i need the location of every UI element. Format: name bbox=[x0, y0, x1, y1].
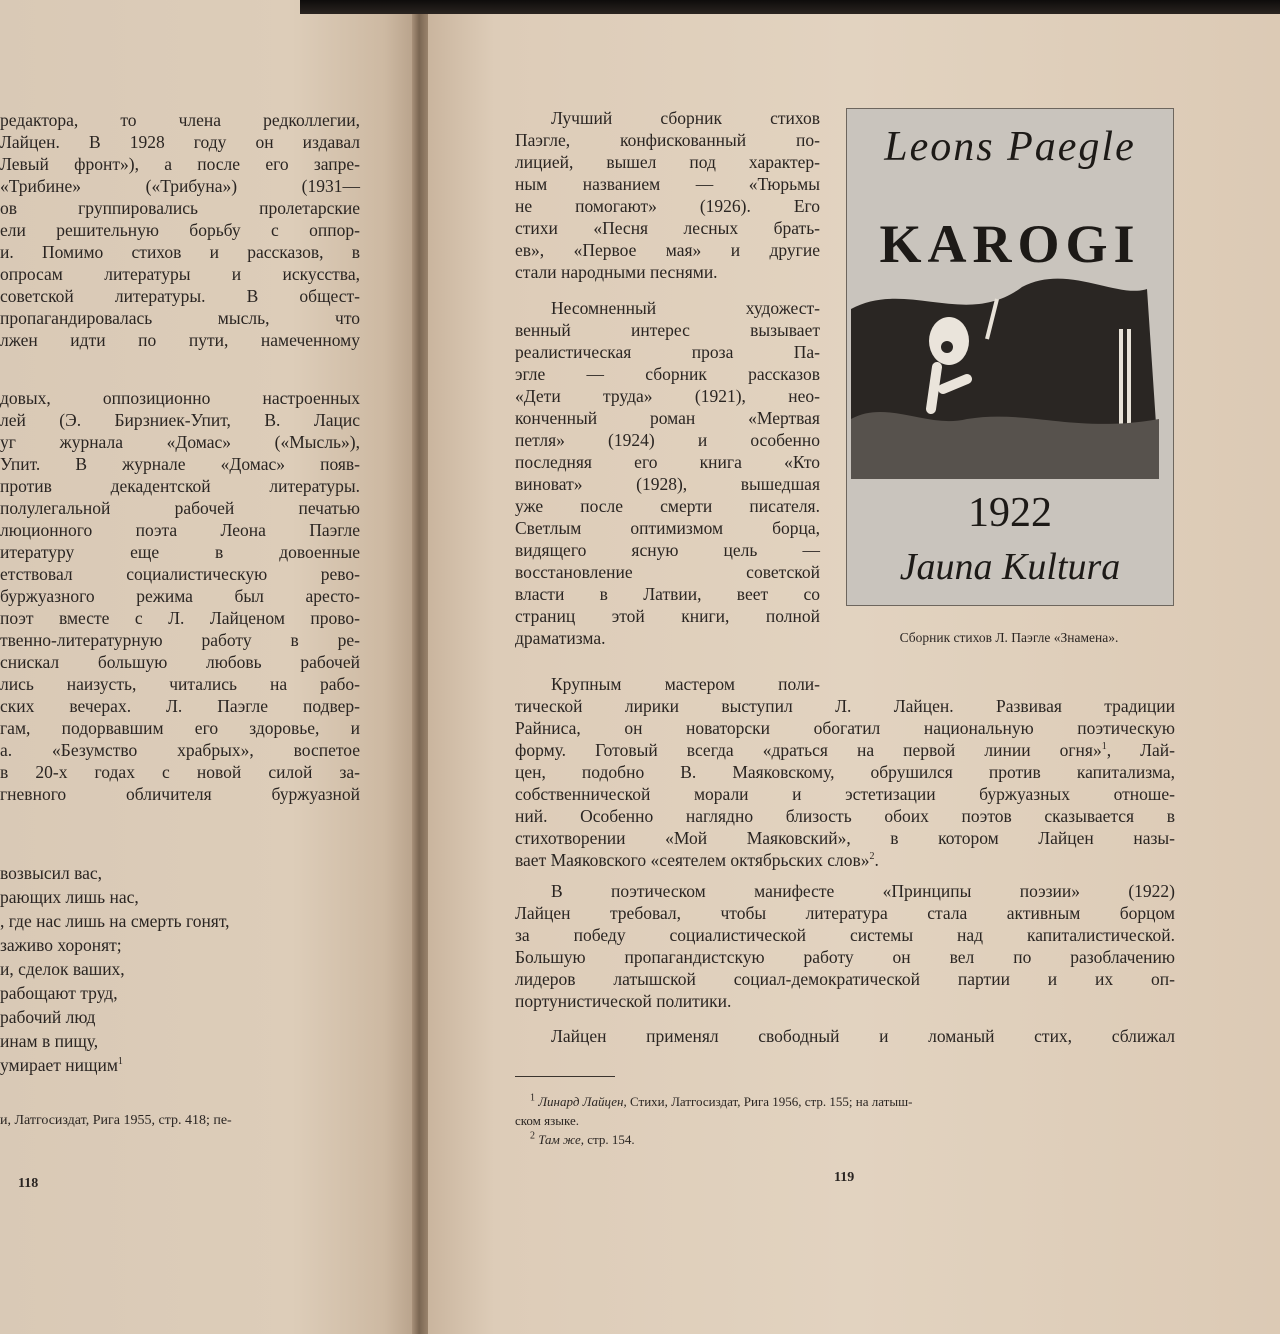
book-cover-illustration bbox=[846, 108, 1174, 606]
right-line: стихи «Песня лесных брать- bbox=[515, 218, 820, 238]
right-line: портунистической политики. bbox=[515, 991, 732, 1011]
right-line bbox=[515, 849, 1175, 871]
footnote-text: Стихи, Латгосиздат, Рига 1956, стр. 155; на латыш- bbox=[626, 1094, 913, 1109]
left-line: лись наизусть, читались на рабо- bbox=[0, 674, 360, 694]
right-line: Лучший сборник стихов bbox=[551, 108, 820, 128]
poem-line: рабощают труд, bbox=[0, 983, 118, 1003]
footnote-mark: 2 bbox=[869, 851, 875, 863]
left-line: Левый фронт»), а после его запре- bbox=[0, 154, 360, 174]
poem-line: заживо хоронят; bbox=[0, 935, 122, 955]
right-line: Светлым оптимизмом борца, bbox=[515, 518, 820, 538]
right-line: «Дети труда» (1921), нео- bbox=[515, 386, 820, 406]
right-line: петля» (1924) и особенно bbox=[515, 430, 820, 450]
right-line: ний. Особенно наглядно близость обоих поэтов сказывается в bbox=[515, 806, 1175, 826]
right-line-text: вает Маяковского «сеятелем октябрьских слов» bbox=[515, 850, 870, 870]
right-line-text: . bbox=[874, 850, 879, 870]
right-line: лицией, вышел под характер- bbox=[515, 152, 820, 172]
footnote-text: стр. 154. bbox=[584, 1132, 635, 1147]
right-line: страниц этой книги, полной bbox=[515, 606, 820, 626]
left-line: опросам литературы и искусства, bbox=[0, 264, 360, 284]
right-line: Несомненный художест- bbox=[551, 298, 820, 318]
right-line: уже после смерти писателя. bbox=[515, 496, 820, 516]
right-line: ным названием — «Тюрьмы bbox=[515, 174, 820, 194]
left-line: лжен идти по пути, намеченному bbox=[0, 330, 360, 350]
right-line bbox=[515, 739, 1175, 761]
left-line: ов группировались пролетарские bbox=[0, 198, 360, 218]
right-line: виноват» (1928), вышедшая bbox=[515, 474, 820, 494]
right-line: за победу социалистической системы над капиталистической. bbox=[515, 925, 1175, 945]
figure-caption: Сборник стихов Л. Паэгле «Знамена». bbox=[899, 630, 1119, 645]
right-line: стихотворении «Мой Маяковский», в котором Лайцен назы- bbox=[515, 828, 1175, 848]
left-line: гам, подорвавшим его здоровье, и bbox=[0, 718, 360, 738]
flag-drawing bbox=[847, 269, 1173, 489]
poem-line: рающих лишь нас, bbox=[0, 887, 139, 907]
left-line: снискал большую любовь рабочей bbox=[0, 652, 360, 672]
right-line: ев», «Первое мая» и другие bbox=[515, 240, 820, 260]
right-line: Лайцен применял свободный и ломаный стих, сближал bbox=[551, 1026, 1175, 1046]
left-line: а. «Безумство храбрых», воспетое bbox=[0, 740, 360, 760]
right-line: Паэгле, конфискованный по- bbox=[515, 130, 820, 150]
poem-line-text: умирает нищим bbox=[0, 1055, 118, 1075]
footnote-2 bbox=[530, 1131, 635, 1148]
right-line: конченный роман «Мертвая bbox=[515, 408, 820, 428]
left-line: буржуазного режима был аресто- bbox=[0, 586, 360, 606]
footnote-mark: 1 bbox=[530, 1092, 535, 1104]
right-line: последняя его книга «Кто bbox=[515, 452, 820, 472]
footnote-mark: 1 bbox=[117, 1056, 123, 1068]
left-line: лей (Э. Бирзниек-Упит, В. Лацис bbox=[0, 410, 360, 430]
cover-title: KAROGI bbox=[879, 214, 1141, 274]
left-line: гневного обличителя буржуазной bbox=[0, 784, 360, 804]
poem-line: рабочий люд bbox=[0, 1007, 96, 1027]
left-line: етствовал социалистическую рево- bbox=[0, 564, 360, 584]
cover-publisher: Jauna Kultura bbox=[899, 546, 1121, 588]
footnote-author: Там же, bbox=[538, 1132, 584, 1147]
left-line: «Трибине» («Трибуна») (1931— bbox=[0, 176, 360, 196]
left-line: Лайцен. В 1928 году он издавал bbox=[0, 132, 360, 152]
footnote-mark: 2 bbox=[530, 1130, 535, 1142]
right-line: Крупным мастером поли- bbox=[551, 674, 820, 694]
left-line: поэт вместе с Л. Лайценом прово- bbox=[0, 608, 360, 628]
left-line: и. Помимо стихов и рассказов, в bbox=[0, 242, 360, 262]
footnote-author: Линард Лайцен, bbox=[538, 1094, 627, 1109]
left-line: люционного поэта Леона Паэгле bbox=[0, 520, 360, 540]
left-line: пропагандировалась мысль, что bbox=[0, 308, 360, 328]
left-line: ели решительную борьбу с оппор- bbox=[0, 220, 360, 240]
book-gutter bbox=[412, 0, 428, 1334]
left-line: итературу еще в довоенные bbox=[0, 542, 360, 562]
left-line: довых, оппозиционно настроенных bbox=[0, 388, 360, 408]
poem-line bbox=[0, 1054, 360, 1076]
right-line-text: , Лай- bbox=[1106, 740, 1175, 760]
left-line: советской литературы. В общест- bbox=[0, 286, 360, 306]
right-line: эгле — сборник рассказов bbox=[515, 364, 820, 384]
page-number-left: 118 bbox=[18, 1176, 39, 1191]
right-line: Большую пропагандистскую работу он вел по разоблачению bbox=[515, 947, 1175, 967]
right-line: тической лирики выступил Л. Лайцен. Развивая традиции bbox=[515, 696, 1175, 716]
poem-line: инам в пищу, bbox=[0, 1031, 99, 1051]
right-line: власти в Латвии, веет со bbox=[515, 584, 820, 604]
left-line: в 20-х годах с новой силой за- bbox=[0, 762, 360, 782]
poem-line: и, сделок ваших, bbox=[0, 959, 125, 979]
poem-line: , где нас лишь на смерть гонят, bbox=[0, 911, 230, 931]
left-line: редактора, то члена редколлегии, bbox=[0, 110, 360, 130]
left-line: против декадентской литературы. bbox=[0, 476, 360, 496]
right-line-text: форму. Готовый всегда «драться на первой линии огня» bbox=[515, 740, 1102, 760]
right-line: видящего ясную цель — bbox=[515, 540, 820, 560]
cover-author: Leons Paegle bbox=[884, 124, 1136, 170]
top-edge-shadow bbox=[300, 0, 1280, 14]
footnote-mark: 1 bbox=[1101, 741, 1107, 753]
right-line: восстановление советской bbox=[515, 562, 820, 582]
poem-line: возвысил вас, bbox=[0, 863, 103, 883]
right-line: собственнической морали и эстетизации буржуазных отноше- bbox=[515, 784, 1175, 804]
right-line: не помогают» (1926). Его bbox=[515, 196, 820, 216]
left-line: ских вечерах. Л. Паэгле подвер- bbox=[0, 696, 360, 716]
right-line: драматизма. bbox=[515, 628, 606, 648]
left-footnote: и, Латгосиздат, Рига 1955, стр. 418; пе- bbox=[0, 1113, 232, 1128]
cover-year: 1922 bbox=[968, 490, 1052, 536]
left-line: уг журнала «Домас» («Мысль»), bbox=[0, 432, 360, 452]
left-line: твенно-литературную работу в ре- bbox=[0, 630, 360, 650]
footnote-1 bbox=[530, 1093, 912, 1110]
right-line: Лайцен требовал, чтобы литература стала активным борцом bbox=[515, 903, 1175, 923]
footnote-rule bbox=[515, 1076, 615, 1077]
right-line: венный интерес вызывает bbox=[515, 320, 820, 340]
right-line: стали народными песнями. bbox=[515, 262, 718, 282]
right-line: В поэтическом манифесте «Принципы поэзии» (1922) bbox=[551, 881, 1175, 901]
left-line: полулегальной рабочей печатью bbox=[0, 498, 360, 518]
right-line: Райниса, он новаторски обогатил национальную поэтическую bbox=[515, 718, 1175, 738]
right-line: цен, подобно В. Маяковскому, обрушился против капитализма, bbox=[515, 762, 1175, 782]
page-number-right: 119 bbox=[834, 1170, 855, 1185]
right-line: лидеров латышской социал-демократической партии и их оп- bbox=[515, 969, 1175, 989]
right-line: реалистическая проза Па- bbox=[515, 342, 820, 362]
footnote-1-cont: ском языке. bbox=[515, 1113, 580, 1128]
left-line: Упит. В журнале «Домас» появ- bbox=[0, 454, 360, 474]
